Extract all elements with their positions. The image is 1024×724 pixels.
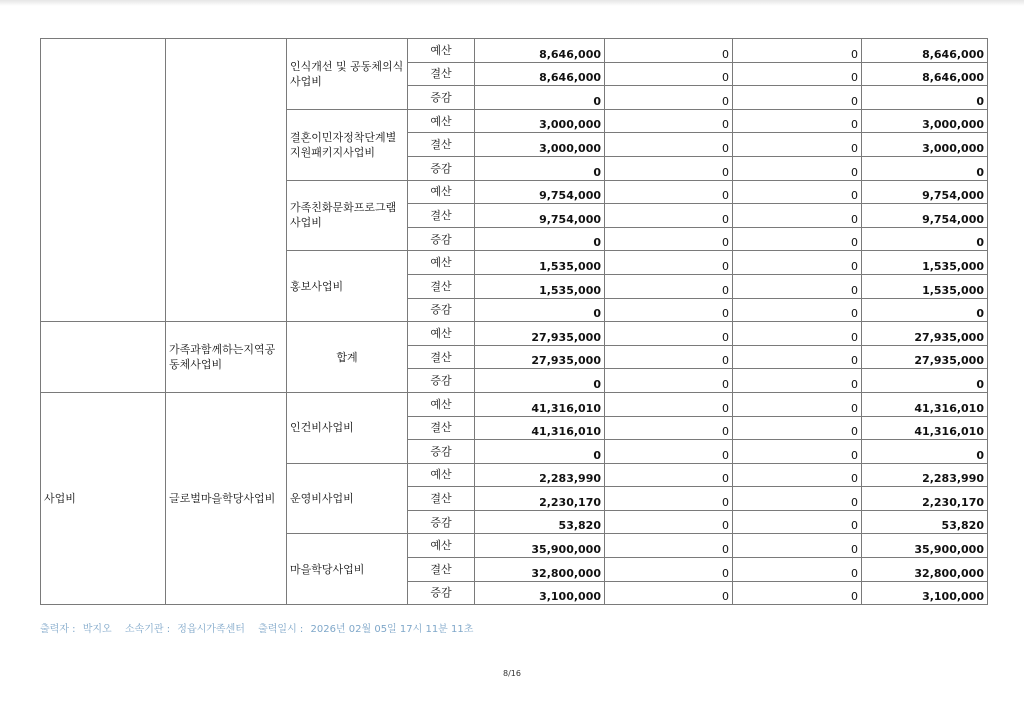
- row-type-cell: 예산: [408, 109, 475, 133]
- row-type-cell: 예산: [408, 180, 475, 204]
- page-number: 8/16: [503, 669, 521, 678]
- total-amount-cell: 0: [862, 369, 988, 393]
- amount-cell: 0: [605, 487, 733, 511]
- total-amount-cell: 2,283,990: [862, 463, 988, 487]
- row-type-cell: 증감: [408, 440, 475, 464]
- print-info-footer: [40, 620, 483, 635]
- row-type-cell: 결산: [408, 416, 475, 440]
- amount-cell: 0: [605, 581, 733, 605]
- item-name-cell: 운영비사업비: [287, 463, 408, 534]
- subcategory-cell: [166, 39, 287, 322]
- amount-cell: 0: [733, 581, 862, 605]
- amount-cell: 0: [605, 558, 733, 582]
- total-amount-cell: 35,900,000: [862, 534, 988, 558]
- amount-cell: 0: [475, 440, 605, 464]
- amount-cell: 0: [733, 86, 862, 110]
- amount-cell: 0: [605, 369, 733, 393]
- amount-cell: 0: [475, 227, 605, 251]
- row-type-cell: 증감: [408, 369, 475, 393]
- row-type-cell: 결산: [408, 487, 475, 511]
- amount-cell: 0: [605, 298, 733, 322]
- amount-cell: 3,000,000: [475, 133, 605, 157]
- amount-cell: 0: [733, 298, 862, 322]
- amount-cell: 0: [733, 62, 862, 86]
- item-name-cell: 결혼이민자정착단계별 지원패키지사업비: [287, 109, 408, 180]
- amount-cell: 2,230,170: [475, 487, 605, 511]
- amount-cell: 0: [475, 298, 605, 322]
- amount-cell: 35,900,000: [475, 534, 605, 558]
- amount-cell: 0: [733, 227, 862, 251]
- item-name-cell: 가족친화문화프로그램 사업비: [287, 180, 408, 251]
- amount-cell: 0: [733, 204, 862, 228]
- amount-cell: 0: [605, 392, 733, 416]
- total-amount-cell: 1,535,000: [862, 274, 988, 298]
- amount-cell: 0: [605, 156, 733, 180]
- amount-cell: 0: [733, 534, 862, 558]
- total-amount-cell: 27,935,000: [862, 345, 988, 369]
- amount-cell: 0: [733, 322, 862, 346]
- row-type-cell: 결산: [408, 62, 475, 86]
- amount-cell: 0: [733, 510, 862, 534]
- row-type-cell: 예산: [408, 463, 475, 487]
- category-cell: 사업비: [41, 392, 166, 604]
- row-type-cell: 예산: [408, 534, 475, 558]
- amount-cell: 3,100,000: [475, 581, 605, 605]
- row-type-cell: 증감: [408, 298, 475, 322]
- amount-cell: 1,535,000: [475, 251, 605, 275]
- print-date-label: 출력일시 :: [258, 624, 304, 635]
- amount-cell: 3,000,000: [475, 109, 605, 133]
- table-row: [41, 392, 988, 416]
- amount-cell: 0: [733, 369, 862, 393]
- org-name: 정읍시가족센터: [177, 624, 245, 635]
- item-name-cell: 인식개선 및 공동체의식사업비: [287, 39, 408, 110]
- total-amount-cell: 27,935,000: [862, 322, 988, 346]
- item-name-cell: 홍보사업비: [287, 251, 408, 322]
- amount-cell: 8,646,000: [475, 62, 605, 86]
- row-type-cell: 예산: [408, 322, 475, 346]
- total-amount-cell: 8,646,000: [862, 39, 988, 63]
- row-type-cell: 결산: [408, 274, 475, 298]
- amount-cell: 9,754,000: [475, 204, 605, 228]
- row-type-cell: 증감: [408, 227, 475, 251]
- total-amount-cell: 0: [862, 156, 988, 180]
- amount-cell: 27,935,000: [475, 345, 605, 369]
- subcategory-cell: 가족과함께하는지역공동체사업비: [166, 322, 287, 393]
- amount-cell: 0: [605, 204, 733, 228]
- total-amount-cell: 0: [862, 86, 988, 110]
- amount-cell: 0: [733, 345, 862, 369]
- print-date: 2026년 02월 05일 17시 11분 11초: [310, 624, 474, 635]
- budget-settlement-table: [40, 38, 988, 605]
- amount-cell: 0: [733, 487, 862, 511]
- amount-cell: 2,283,990: [475, 463, 605, 487]
- total-amount-cell: 9,754,000: [862, 204, 988, 228]
- total-amount-cell: 53,820: [862, 510, 988, 534]
- amount-cell: 0: [605, 133, 733, 157]
- amount-cell: 9,754,000: [475, 180, 605, 204]
- amount-cell: 1,535,000: [475, 274, 605, 298]
- amount-cell: 0: [605, 62, 733, 86]
- amount-cell: 0: [733, 416, 862, 440]
- item-name-cell: 마을학당사업비: [287, 534, 408, 605]
- amount-cell: 0: [733, 180, 862, 204]
- amount-cell: 41,316,010: [475, 392, 605, 416]
- amount-cell: 0: [605, 86, 733, 110]
- subcategory-cell: 글로벌마을학당사업비: [166, 392, 287, 604]
- row-type-cell: 예산: [408, 251, 475, 275]
- amount-cell: 32,800,000: [475, 558, 605, 582]
- row-type-cell: 증감: [408, 510, 475, 534]
- row-type-cell: 예산: [408, 39, 475, 63]
- printer-name: 박지오: [82, 624, 112, 635]
- total-amount-cell: 2,230,170: [862, 487, 988, 511]
- amount-cell: 0: [605, 345, 733, 369]
- total-amount-cell: 0: [862, 440, 988, 464]
- total-amount-cell: 41,316,010: [862, 416, 988, 440]
- amount-cell: 0: [605, 39, 733, 63]
- category-cell: [41, 322, 166, 393]
- total-amount-cell: 1,535,000: [862, 251, 988, 275]
- printer-label: 출력자 :: [40, 624, 76, 635]
- table-row: [41, 39, 988, 63]
- amount-cell: 0: [605, 109, 733, 133]
- total-amount-cell: 3,000,000: [862, 133, 988, 157]
- amount-cell: 0: [605, 534, 733, 558]
- total-amount-cell: 3,100,000: [862, 581, 988, 605]
- amount-cell: 0: [733, 392, 862, 416]
- row-type-cell: 증감: [408, 86, 475, 110]
- amount-cell: 8,646,000: [475, 39, 605, 63]
- row-type-cell: 결산: [408, 204, 475, 228]
- item-name-cell: 인건비사업비: [287, 392, 408, 463]
- amount-cell: 0: [605, 227, 733, 251]
- amount-cell: 0: [475, 369, 605, 393]
- amount-cell: 0: [605, 463, 733, 487]
- amount-cell: 0: [605, 322, 733, 346]
- amount-cell: 0: [475, 156, 605, 180]
- amount-cell: 0: [733, 463, 862, 487]
- amount-cell: 41,316,010: [475, 416, 605, 440]
- org-label: 소속기관 :: [124, 624, 171, 635]
- total-amount-cell: 41,316,010: [862, 392, 988, 416]
- amount-cell: 0: [605, 510, 733, 534]
- category-cell: [41, 39, 166, 322]
- amount-cell: 0: [733, 133, 862, 157]
- row-type-cell: 결산: [408, 133, 475, 157]
- total-amount-cell: 9,754,000: [862, 180, 988, 204]
- total-amount-cell: 3,000,000: [862, 109, 988, 133]
- table-row: [41, 322, 988, 346]
- page-top-edge: [0, 0, 1024, 6]
- total-amount-cell: 0: [862, 298, 988, 322]
- total-amount-cell: 32,800,000: [862, 558, 988, 582]
- row-type-cell: 증감: [408, 156, 475, 180]
- amount-cell: 0: [605, 180, 733, 204]
- amount-cell: 0: [475, 86, 605, 110]
- row-type-cell: 결산: [408, 345, 475, 369]
- amount-cell: 0: [605, 274, 733, 298]
- amount-cell: 27,935,000: [475, 322, 605, 346]
- amount-cell: 0: [733, 39, 862, 63]
- item-name-cell: 합계: [287, 322, 408, 393]
- amount-cell: 0: [733, 440, 862, 464]
- amount-cell: 0: [733, 558, 862, 582]
- total-amount-cell: 8,646,000: [862, 62, 988, 86]
- amount-cell: 0: [733, 109, 862, 133]
- amount-cell: 0: [605, 251, 733, 275]
- amount-cell: 0: [733, 274, 862, 298]
- amount-cell: 0: [733, 156, 862, 180]
- amount-cell: 0: [605, 416, 733, 440]
- row-type-cell: 증감: [408, 581, 475, 605]
- amount-cell: 0: [733, 251, 862, 275]
- row-type-cell: 결산: [408, 558, 475, 582]
- amount-cell: 0: [605, 440, 733, 464]
- row-type-cell: 예산: [408, 392, 475, 416]
- total-amount-cell: 0: [862, 227, 988, 251]
- amount-cell: 53,820: [475, 510, 605, 534]
